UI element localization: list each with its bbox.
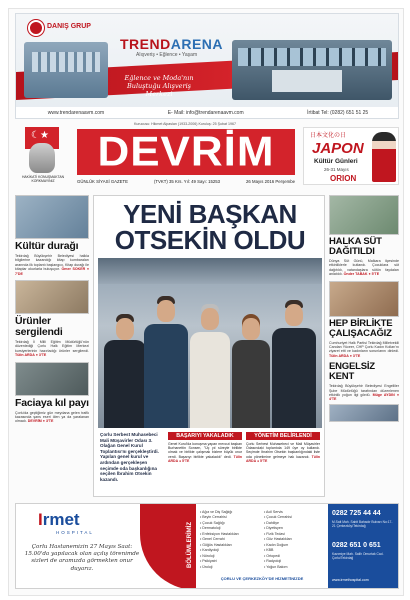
story-text [329, 384, 399, 402]
ad-building-image-right [232, 40, 392, 100]
phone-number-1[interactable]: 0282 725 44 44 [332, 510, 381, 517]
masthead [15, 121, 399, 191]
department-item: • Göz Hastalıkları [264, 537, 292, 542]
department-item: • Yoğun Bakım [264, 564, 288, 569]
story-hep-birlikte[interactable] [329, 281, 399, 359]
hospital-advertisement[interactable] [15, 503, 399, 589]
trend-arena-logo-part-2: ARENA [170, 36, 224, 52]
person-1 [104, 310, 146, 428]
irmet-logo-initial: I [38, 510, 43, 529]
story-text [15, 411, 89, 424]
service-locations: ÇORLU VE ÇERKEZKÖY'DE HİZMETİNİZDE [220, 576, 304, 581]
story-body: Cumhuriyet Halk Partisi Tekirdağ Milletvekili Candan Yüceer, CHP Çorlu Kadın Kolları'nı ziyaret etti ve kadınların sorunlarını dinledi. [329, 340, 399, 354]
department-item: • KBB [264, 548, 274, 553]
departments-title [184, 512, 196, 582]
irmet-logo [38, 510, 80, 530]
trend-arena-logo-part-1: TREND [120, 36, 171, 52]
ad-building-image-left [24, 42, 108, 98]
kultur-gunleri-title: Kültür Günleri [314, 158, 358, 165]
story-body: Çorlu'da geçtiğimiz gün meydana gelen trafik kazasında şans eseri ölen ya da yaralanan olmadı. [15, 410, 89, 424]
story-text [15, 340, 89, 358]
story-body: Dünya Süt Günü, Malkara ilçesinde etkinliklerle kutlandı. Çocuklara süt dağıtıldı, vatandaşlara sütün faydaları anlatıldı. [329, 259, 399, 277]
issue-number: (TVKT) 35 Krs. Yıl: 49 Sayı: 15253 [153, 178, 221, 184]
person-body [232, 340, 270, 428]
story-byline: Müge AYDIN ● 4'TE [329, 393, 399, 402]
story-halka-sut[interactable] [329, 195, 399, 277]
story-body: Tekirdağ Büyükşehir Belediyesi Engelliler Şube Müdürlüğü tarafından düzenlenen etkinlik yoğun ilgi gördü. [329, 384, 399, 398]
issue-date: 26 Mayıs 2016 Perşembe [246, 178, 295, 184]
department-item: • Beyin Cerrahisi [200, 515, 227, 520]
japon-title: JAPON [312, 140, 364, 157]
story-photo [329, 195, 399, 235]
department-item: • Psikiyatri [200, 559, 217, 564]
sub-story-text [246, 442, 320, 463]
person-body [190, 332, 230, 428]
left-column [15, 195, 89, 497]
person-3 [190, 300, 230, 428]
departments-list [200, 510, 324, 570]
ad-slogan: Eğlence ve Moda'nın Buluştuğu Alışveriş Merkezi [124, 74, 194, 98]
founder-line: Kurucusu: Hikmet Alpaslan (1933-2006) Kuruluş: 25 Şubat 1967 [133, 122, 237, 126]
masthead-subline [77, 177, 295, 185]
main-story[interactable] [93, 195, 325, 497]
department-item: • Diyetisyen [264, 526, 283, 531]
department-item: • Radyoloji [264, 559, 282, 564]
address-1: M.Sait Mah. Sabit Bahadır Bulvarı No:17-21 Çerkezköy/Tekirdağ [332, 520, 393, 528]
sub-story-byline: Tülin ARDA ● 5'TE [168, 454, 242, 463]
japanese-text: 日本文化の日 [310, 133, 347, 139]
department-item: • Ağız ve Diş Sağlığı [200, 510, 233, 514]
sub-story-text [168, 442, 242, 463]
photo-background [98, 258, 322, 284]
story-photo [15, 362, 89, 396]
phone-number-2[interactable]: 0282 651 0 651 [332, 542, 381, 549]
story-byline: Ömer SOKER ● 7'DE [15, 267, 90, 276]
story-byline: Tülin ARDA ● 3'TE [329, 353, 361, 358]
department-item: • Enfeksiyon Hastalıkları [200, 531, 239, 536]
ad-website-link[interactable]: www.trendarenaavm.com [47, 110, 105, 116]
irmet-brand-area [16, 504, 140, 589]
story-kultur-duragi[interactable] [15, 195, 89, 276]
hospital-label: HOSPITAL [56, 530, 94, 535]
ataturk-caption: HAKİKATİ KONUŞMAKTAN KORKMAYINIZ [21, 175, 65, 183]
story-byline: Tülin ARDA ● 3'TE [15, 353, 47, 358]
newspaper-page [8, 8, 404, 596]
opening-message: Çorlu Hastanemizin 27 Mayıs Saat: 15.00'da yapılacak olan açılış törenimde sizleri de aramızda görmekten onur duyarız. [24, 544, 140, 572]
story-engelsiz-kent[interactable] [329, 362, 399, 422]
main-story-photo [98, 258, 322, 428]
ataturk-portrait [15, 127, 71, 185]
department-item: • Çocuk Sağlığı [200, 520, 225, 525]
story-faciaya-kil-payi[interactable] [15, 362, 89, 424]
sub-story-byline: Tülin ARDA ● 5'TE [246, 454, 320, 463]
person-head [116, 318, 134, 340]
danis-grup-logo [28, 20, 91, 36]
person-body [104, 340, 146, 428]
main-headline-line-2: OTSEKİN OLDU [114, 225, 306, 255]
story-text [329, 341, 399, 359]
orion-logo: ORION [330, 174, 357, 183]
department-item: • Acil Servis [264, 510, 283, 514]
ad-email[interactable]: E- Mail: info@trendarenaavm.com [167, 110, 244, 116]
sub-story-basariyi-yakaladik[interactable] [168, 432, 242, 494]
story-urunler-sergilendi[interactable] [15, 280, 89, 358]
ad-contact-bar [16, 107, 399, 119]
sub-story-tag: BAŞARIYI YAKALADIK [168, 432, 242, 440]
event-dates: 26-31 Mayıs [324, 167, 349, 172]
story-headline: HALKA SÜT DAĞITILDI [329, 236, 382, 257]
trend-arena-logo [120, 36, 223, 52]
story-photo [15, 280, 89, 314]
geisha-image [372, 132, 396, 182]
department-item: • Genel Cerrahi [200, 537, 225, 542]
story-text [15, 254, 89, 276]
story-byline: DEVRİM ● 3'TE [27, 419, 54, 424]
hospital-website-link[interactable]: www.irmethospital.com [332, 578, 369, 582]
trend-arena-tagline: Alışveriş • Eğlence • Yaşam [136, 52, 198, 58]
person-head [201, 308, 219, 330]
department-item: • Dermatoloji [200, 526, 221, 531]
newspaper-logo-box [77, 129, 295, 175]
main-headline-line-1: YENİ BAŞKAN [123, 199, 297, 229]
person-2 [144, 294, 188, 428]
sub-story-yonetim-belirlendi[interactable] [246, 432, 320, 494]
sub-story-body: Genel Kurul'da konuşma yapan mevcut başkan Burhanettin Sonsen, "Üç yıl süreyle birlikte olmak ve birlikte çalışmak bizlere büyük onur verdi. Başarıyı birlikte yakaladık" dedi. [168, 442, 242, 459]
department-item: • Çocuk Cerrahisi [264, 515, 292, 520]
department-item: • Dahiliye [264, 520, 280, 525]
department-item: • Ortopedi [264, 553, 281, 558]
story-byline: Önder TABAK ● 5'TE [343, 272, 380, 277]
story-headline: HEP BİRLİKTE ÇALIŞACAĞIZ [329, 317, 393, 339]
person-4 [232, 310, 270, 428]
person-body [272, 328, 316, 428]
department-item: • Kadın Doğum [264, 542, 289, 547]
person-head [285, 304, 303, 326]
departments-title-text: BÖLÜMLERİMİZ [187, 522, 193, 568]
story-body: Tekirdağ Büyükşehir Belediyesi halkla bilgilerine kazandığı kitap kumbaraları ararında ilk toplantı başlangıcı. Kitap durağı ile kitaplar okurlarla buluşuyor. [15, 254, 89, 272]
story-headline: ENGELSİZ KENT [329, 361, 375, 383]
danis-logo-text: DANIŞ GRUP [47, 23, 91, 30]
japan-culture-days-ad[interactable] [303, 127, 399, 185]
top-advertisement[interactable] [15, 13, 399, 119]
department-item: • Göğüs Hastalıkları [200, 542, 232, 547]
story-body: Tekirdağ İl Milli Eğitim Müdürlüğü'nün düzenlediği Çorlu Halk Eğitim Merkezi kursiyerlerinin hazırladığı ürünler sergilendi. [15, 340, 89, 353]
department-item: • Kardiyoloji [200, 548, 219, 553]
right-column [329, 195, 399, 497]
story-photo [15, 195, 89, 239]
department-item: • Nöroloji [200, 553, 215, 558]
person-body [144, 324, 188, 428]
person-5 [272, 298, 316, 428]
story-photo [329, 404, 399, 422]
sub-story-tag: YÖNETİM BELİRLENDİ [246, 432, 320, 440]
ad-phone: İrtibat Tel: (0282) 651 51 25 [307, 110, 369, 116]
sub-story-body: Çorlu Serbest Muhasebeci ve Mali Müşavirler Odasındaki toplantıda 149 üye oy kullandı. Seçimde İbrahim Otsekin başkanlığındaki liste oda yönetimine gelmeye hak kazandı. [246, 442, 320, 459]
story-headline: Faciaya kıl payı [15, 396, 89, 409]
contact-panel [328, 504, 399, 589]
story-photo [329, 281, 399, 317]
story-headline: Kültür durağı [15, 240, 79, 252]
newspaper-logo: DEVRİM [97, 128, 275, 175]
department-item: • Üroloji [200, 564, 213, 569]
department-item: • Fizik Tedavi [264, 531, 285, 536]
irmet-logo-rest: rmet [42, 510, 80, 529]
story-headline: Ürünler sergilendi [15, 315, 63, 339]
portrait-image [29, 143, 55, 173]
person-head [157, 300, 175, 322]
address-2: Kazımiye Mah. Salih Omurtak Cad. Çorlu/Tekirdağ [332, 552, 384, 560]
newspaper-subtitle: GÜNLÜK SİYASİ GAZETE [77, 178, 129, 184]
story-text [329, 259, 399, 277]
person-head [242, 318, 260, 340]
danis-logo-icon [28, 20, 44, 36]
main-story-caption: Çorlu Serbest Muhasebeci Mali Müşavirler Odası 3. Olağan Genel Kurul Toplantısı'nı gerçekleştirdi. Yapılan genel kurul ve ardından gerçekleşen seçimde oda başkanlığına seçilen İbrahim Otsekin kazandı. [100, 432, 159, 482]
